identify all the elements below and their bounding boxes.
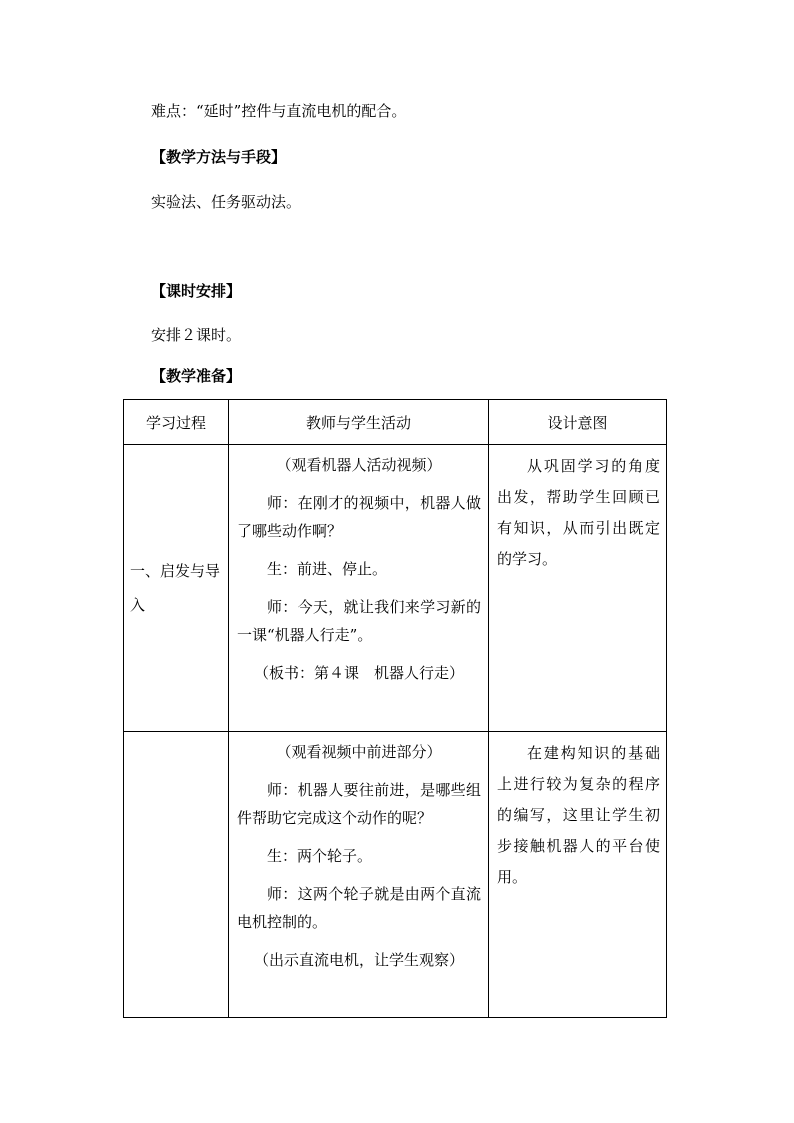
activity-line: 师：机器人要往前进，是哪些组件帮助它完成这个动作的呢？ [237, 781, 481, 827]
activity-line: 师：这两个轮子就是由两个直流电机控制的。 [237, 885, 481, 931]
difficulty-line: 难点：“延时”控件与直流电机的配合。 [151, 102, 407, 120]
activity-line: （板书：第４课 机器人行走） [253, 664, 464, 682]
intent-cell [489, 732, 667, 1018]
table-row [124, 445, 667, 732]
intent-text: 在建构知识的基础上进行较为复杂的程序的编写，这里让学生初步接触机器人的平台使用。 [497, 744, 660, 886]
schedule-text: 安排２课时。 [151, 326, 242, 344]
activity-line: 师：今天，就让我们来学习新的一课“机器人行走”。 [237, 598, 481, 644]
intent-text: 从巩固学习的角度出发，帮助学生回顾已有知识，从而引出既定的学习。 [497, 457, 660, 568]
lesson-plan-table [123, 399, 667, 1018]
table-header-row [124, 400, 667, 445]
stage-cell [124, 445, 229, 732]
methods-heading: 【教学方法与手段】 [151, 148, 287, 166]
header-intent: 设计意图 [489, 400, 667, 445]
activities-cell [229, 445, 489, 732]
activity-line: 生：前进、停止。 [267, 560, 388, 578]
table-row [124, 732, 667, 1018]
activity-line: （观看机器人活动视频） [276, 456, 442, 474]
activities-cell [229, 732, 489, 1018]
header-stage: 学习过程 [124, 400, 229, 445]
methods-text: 实验法、任务驱动法。 [151, 193, 302, 211]
stage-label: 一、启发与导入 [130, 562, 221, 614]
schedule-heading: 【课时安排】 [151, 282, 242, 300]
intent-cell [489, 445, 667, 732]
activity-line: 师：在刚才的视频中，机器人做了哪些动作啊？ [237, 494, 481, 540]
activity-line: 生：两个轮子。 [267, 847, 373, 865]
stage-cell [124, 732, 229, 1018]
activity-line: （观看视频中前进部分） [276, 743, 442, 761]
header-activities: 教师与学生活动 [229, 400, 489, 445]
activity-line: （出示直流电机，让学生观察） [253, 951, 464, 969]
prep-heading: 【教学准备】 [151, 367, 242, 385]
